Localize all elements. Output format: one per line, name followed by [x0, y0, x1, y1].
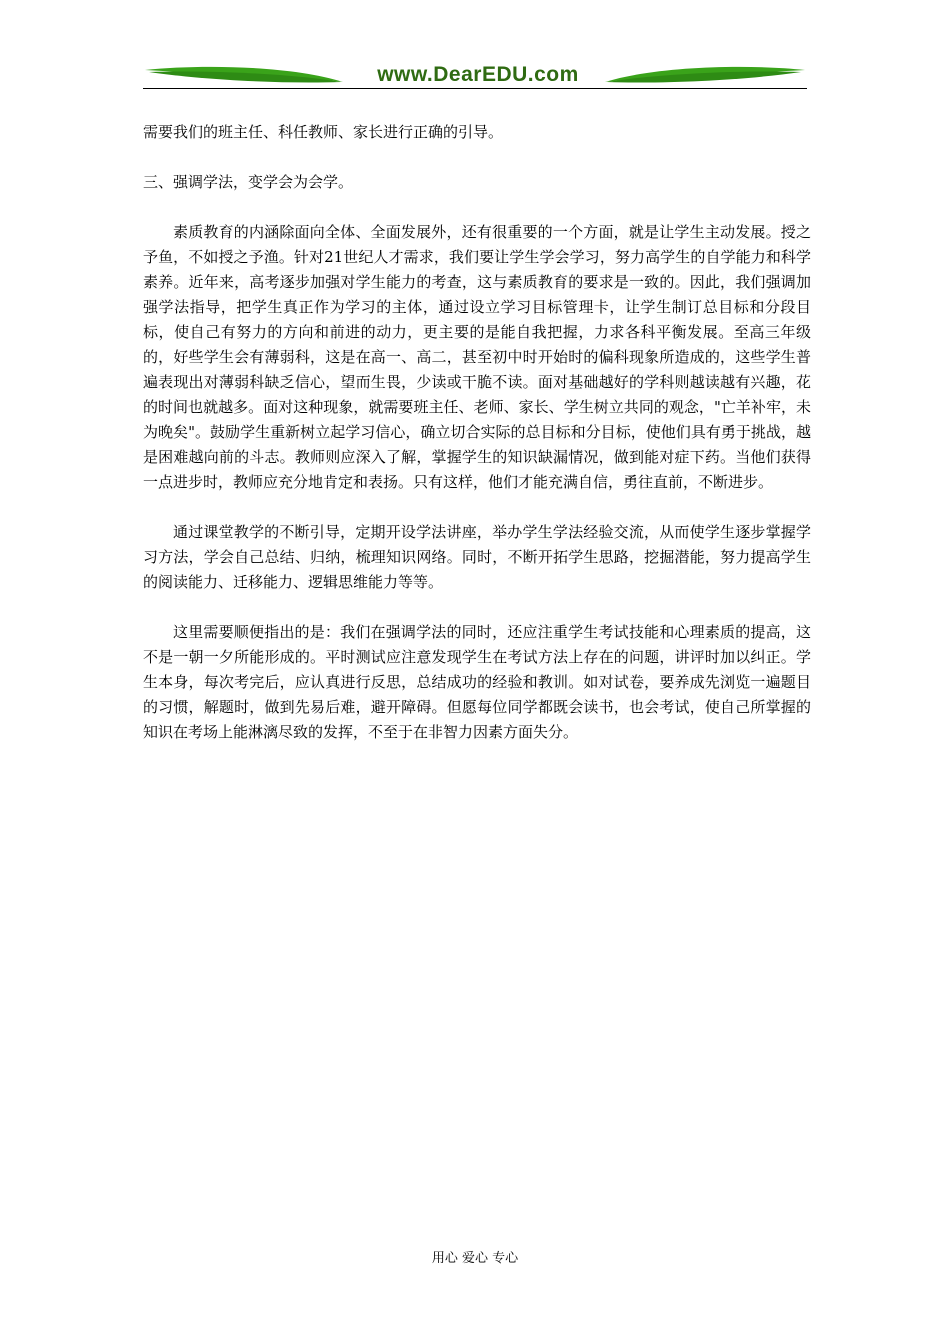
section-heading: 三、强调学法，变学会为会学。 — [143, 173, 354, 191]
page-footer: 用心 爱心 专心 — [431, 1251, 519, 1266]
site-logo-text: www.DearEDU.com — [377, 63, 579, 86]
paragraph-gap — [143, 595, 811, 620]
paragraph-gap — [143, 195, 811, 220]
paragraph-gap — [143, 495, 811, 520]
paragraph-gap — [143, 145, 811, 170]
paragraph-3: 素质教育的内涵除面向全体、全面发展外，还有很重要的一个方面，就是让学生主动发展。授之予鱼，不如授之予渔。针对21世纪人才需求，我们要让学生学会学习，努力高学生的自学能力和科学素养。近年来，高考逐步加强对学生能力的考查，这与素质教育的要求是一致的。因此，我们强调加强学法指导，把学生真正作为学习的主体，通过设立学习目标管理卡，让学生制订总目标和分段目标，使自己有努力的方向和前进的动力，更主要的是能自我把握，力求各科平衡发展。至高三年级的，好些学生会有薄弱科，这是在高一、高二，甚至初中时开始时的偏科现象所造成的，这些学生普遍表现出对薄弱科缺乏信心，望而生畏，少读或干脆不读。面对基础越好的学科则越读越有兴趣，花的时间也就越多。面对这种现象，就需要班主任、老师、家长、学生树立共同的观念，"亡羊补牢，未为晚矣"。鼓励学生重新树立起学习信心，确立切合实际的总目标和分目标，使他们具有勇于挑战，越是困难越向前的斗志。教师则应深入了解，掌握学生的知识缺漏情况，做到能对症下药。当他们获得一点进步时，教师应充分地肯定和表扬。只有这样，他们才能充满自信，勇往直前，不断进步。 — [143, 223, 811, 491]
paragraph-4: 通过课堂教学的不断引导，定期开设学法讲座，举办学生学法经验交流，从而使学生逐步掌握学习方法，学会自己总结、归纳，梳理知识网络。同时，不断开拓学生思路，挖掘潜能，努力提高学生的阅读能力、迁移能力、逻辑思维能力等等。 — [143, 523, 811, 591]
paragraph-1: 需要我们的班主任、科任教师、家长进行正确的引导。 — [143, 123, 504, 141]
page-header — [143, 60, 807, 92]
document-body — [143, 120, 811, 745]
paragraph-5: 这里需要顺便指出的是：我们在强调学法的同时，还应注重学生考试技能和心理素质的提高，这不是一朝一夕所能形成的。平时测试应注意发现学生在考试方法上存在的问题，讲评时加以纠正。学生本身，每次考完后，应认真进行反思，总结成功的经验和教训。如对试卷，要养成先浏览一遍题目的习惯，解题时，做到先易后难，避开障碍。但愿每位同学都既会读书，也会考试，使自己所掌握的知识在考场上能淋漓尽致的发挥，不至于在非智力因素方面失分。 — [143, 623, 811, 741]
header-divider — [143, 88, 807, 89]
